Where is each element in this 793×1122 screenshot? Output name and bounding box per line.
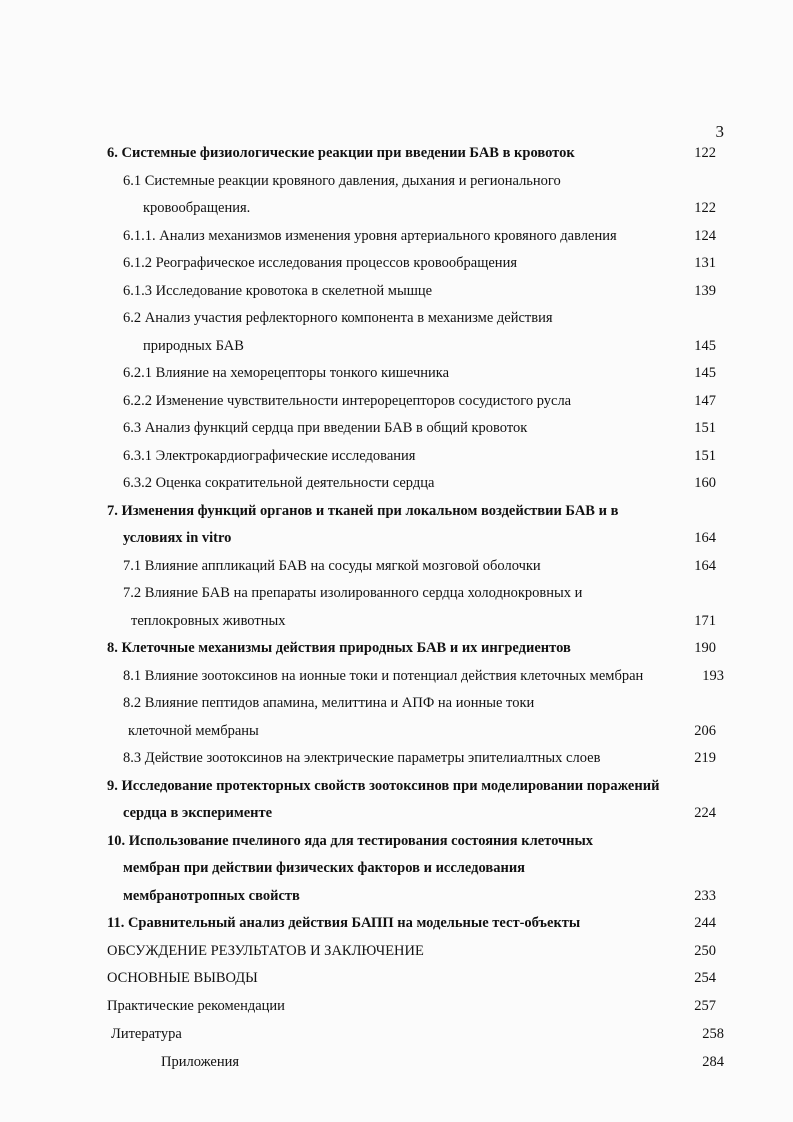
toc-entry-page: 193 bbox=[702, 667, 724, 684]
toc-entry-title: 6.3.1 Электрокардиографические исследования bbox=[123, 447, 416, 464]
toc-entry-title: 6.1.2 Реографическое исследования процессов кровообращения bbox=[123, 255, 517, 271]
toc-entry-title: Приложения bbox=[161, 1053, 240, 1070]
toc-entry-page: 171 bbox=[694, 612, 716, 629]
toc-entry-title: мембран при действии физических факторов и исследования bbox=[123, 860, 526, 876]
toc-entry-title: теплокровных животных bbox=[131, 612, 286, 629]
toc-entry-title: Практические рекомендации bbox=[107, 997, 285, 1014]
toc-entry-page: 164 bbox=[694, 557, 716, 574]
toc-entry-title: 6.1 Системные реакции кровяного давления, дыхания и регионального bbox=[123, 172, 561, 189]
toc-entry-page: 124 bbox=[694, 227, 716, 244]
toc-entry-title: 6.3.2 Оценка сократительной деятельности сердца bbox=[123, 475, 435, 491]
toc-entry-page: 131 bbox=[694, 255, 716, 271]
toc-entry-title: 11. Сравнительный анализ действия БАПП на модельные тест-объекты bbox=[107, 915, 581, 931]
toc-entry-title: 6. Системные физиологические реакции при введении БАВ в кровоток bbox=[107, 145, 575, 161]
toc-entry-page: 190 bbox=[694, 640, 716, 656]
toc-entry-title: 6.2 Анализ участия рефлекторного компонента в механизме действия bbox=[123, 310, 553, 326]
toc-entry-page: 139 bbox=[694, 282, 716, 299]
toc-entry-page: 145 bbox=[694, 365, 716, 381]
toc-entry-page: 250 bbox=[694, 942, 716, 959]
toc-entry-title: 9. Исследование протекторных свойств зоотоксинов при моделировании поражений bbox=[107, 777, 660, 794]
toc-entry-title: 7. Изменения функций органов и тканей при локальном воздействии БАВ и в bbox=[107, 502, 619, 519]
toc-entry-title: 7.2 Влияние БАВ на препараты изолированного сердца холоднокровных и bbox=[123, 585, 583, 601]
toc-entry-page: 147 bbox=[694, 392, 716, 409]
toc-entry-title: 8.1 Влияние зоотоксинов на ионные токи и потенциал действия клеточных мембран bbox=[123, 667, 644, 684]
toc-entry-title: 6.1.3 Исследование кровотока в скелетной мышце bbox=[123, 282, 433, 299]
toc-entry-title: 8.2 Влияние пептидов апамина, мелиттина и АПФ на ионные токи bbox=[123, 695, 535, 711]
toc-entry-title: ОБСУЖДЕНИЕ РЕЗУЛЬТАТОВ И ЗАКЛЮЧЕНИЕ bbox=[107, 942, 424, 959]
toc-entry-title: 6.2.2 Изменение чувствительности интерорецепторов сосудистого русла bbox=[123, 392, 572, 409]
toc-entry-title: мембранотропных свойств bbox=[123, 887, 300, 904]
toc-entry-title: природных БАВ bbox=[143, 337, 244, 354]
toc-entry-page: 151 bbox=[694, 447, 716, 464]
toc-entry-page: 122 bbox=[694, 145, 716, 161]
toc-entry-page: 257 bbox=[694, 997, 716, 1014]
toc-entry-title: клеточной мембраны bbox=[128, 722, 259, 739]
toc-entry-title: 8.3 Действие зоотоксинов на электрические параметры эпителиалтных слоев bbox=[123, 750, 601, 766]
toc-entry-page: 145 bbox=[694, 337, 716, 354]
toc-entry-title: Литература bbox=[111, 1026, 182, 1042]
toc-entry-page: 258 bbox=[702, 1026, 724, 1042]
toc-entry-page: 233 bbox=[694, 887, 716, 904]
toc-entry-page: 284 bbox=[702, 1053, 724, 1070]
toc-entry-title: 10. Использование пчелиного яда для тестирования состояния клеточных bbox=[107, 832, 594, 849]
toc-entry-page: 151 bbox=[694, 420, 716, 436]
toc-entry-page: 164 bbox=[694, 530, 716, 546]
toc-entry-title: условиях in vitro bbox=[123, 530, 232, 546]
toc-entry-page: 122 bbox=[694, 200, 716, 216]
toc-entry-title: кровообращения. bbox=[143, 200, 251, 216]
toc-entry-page: 206 bbox=[694, 722, 716, 739]
toc-entry-title: ОСНОВНЫЕ ВЫВОДЫ bbox=[107, 970, 258, 986]
page-number: 3 bbox=[715, 122, 724, 141]
toc-entry-title: 8. Клеточные механизмы действия природных БАВ и их ингредиентов bbox=[107, 640, 571, 656]
toc-entry-title: 6.1.1. Анализ механизмов изменения уровня артериального кровяного давления bbox=[123, 227, 617, 244]
toc-entry-page: 224 bbox=[694, 805, 716, 821]
toc-entry-page: 160 bbox=[694, 475, 716, 491]
toc-entry-title: 6.2.1 Влияние на хеморецепторы тонкого кишечника bbox=[123, 365, 450, 381]
toc-entry-title: 7.1 Влияние аппликаций БАВ на сосуды мягкой мозговой оболочки bbox=[123, 557, 541, 574]
toc-entry-page: 244 bbox=[694, 915, 716, 931]
toc-entry-title: 6.3 Анализ функций сердца при введении БАВ в общий кровоток bbox=[123, 420, 528, 436]
toc-entry-page: 219 bbox=[694, 750, 716, 766]
toc-entry-title: сердца в эксперименте bbox=[123, 805, 273, 821]
toc-entry-page: 254 bbox=[694, 970, 716, 986]
